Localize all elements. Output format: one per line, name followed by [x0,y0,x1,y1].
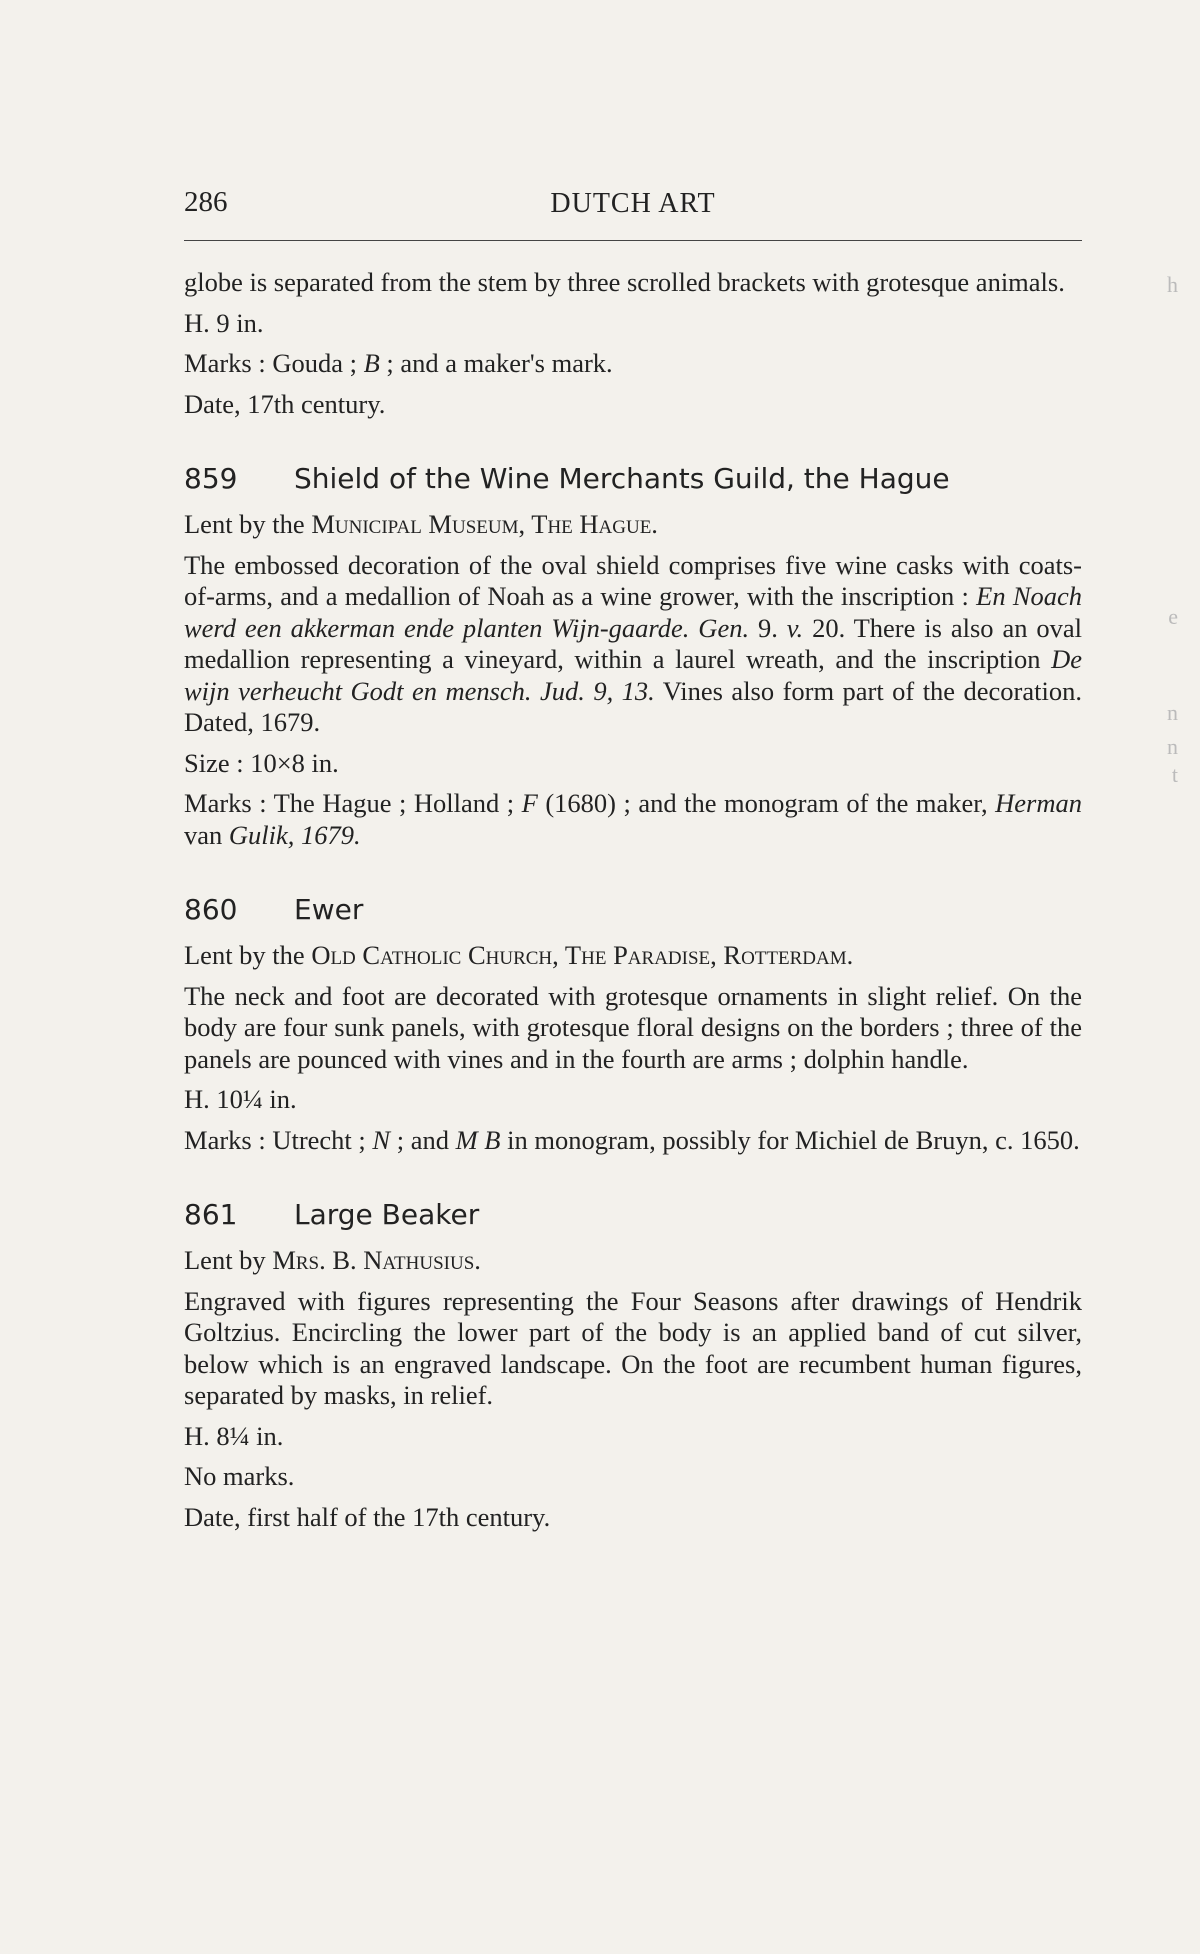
catalog-entry-859 [184,462,1082,851]
entry-size: Size : 10×8 in. [184,747,339,778]
entry-number: 861 [184,1198,238,1231]
entry-marks: Marks : Utrecht ; N ; and M B in monogram, possibly for Michiel de Bruyn, c. 1650. [184,1124,1080,1155]
entry-size: H. 8¼ in. [184,1420,284,1451]
bleed-through-letter: h [1167,272,1178,297]
entry-marks: Marks : The Hague ; Holland ; F (1680) ; and the monogram of the maker, Herman van Gulik, 1679. [184,788,1083,850]
entry-heading [184,893,1082,926]
continued-marks: Marks : Gouda ; B ; and a maker's mark. [184,348,613,378]
continued-entry [184,267,1082,420]
entry-title: Large Beaker [294,1198,480,1231]
entry-heading [184,1198,1082,1231]
continued-description: globe is separated from the stem by three scrolled brackets with grotesque animals. [184,267,1065,297]
continued-date: Date, 17th century. [184,388,386,419]
entry-marks: No marks. [184,1461,295,1491]
entry-number: 860 [184,893,238,926]
page-number: 286 [184,186,228,218]
book-page [184,180,1082,1533]
bleed-through-letter: t [1171,762,1178,787]
entry-description: The neck and foot are decorated with grotesque ornaments in slight relief. On the body are four sunk panels, with grotesque floral designs on the borders ; three of the panels are pounced with vines and in the fourth are arms ; dolphin handle. [184,980,1082,1074]
entry-heading [184,462,1082,495]
continued-size: H. 9 in. [184,307,264,338]
bleed-through-letter: n [1167,734,1178,759]
page-header [184,180,1082,240]
header-rule [184,240,1082,241]
bleed-through-letter: e [1168,604,1178,629]
entry-description: The embossed decoration of the oval shield comprises five wine casks with coats-of-arms, and a medallion of Noah as a wine grower, with the inscription : En Noach werd een akkerman ende planten Wijn-gaarde. Gen. 9. v. 20. There is also an oval medallion representing a vineyard, within a laurel wreath, and the inscription De wijn verheucht Godt en mensch. Jud. 9, 13. Vines also form part of the decoration. Dated, 1679. [184,549,1083,737]
entry-description: Engraved with figures representing the Four Seasons after drawings of Hendrik Goltzius. Encircling the lower part of the body is an applied band of cut silver, below which is an engraved landscape. On the foot are recumbent human figures, separated by masks, in relief. [184,1285,1082,1410]
catalog-entry-860 [184,893,1082,1156]
entry-lender: Lent by the Municipal Museum, The Hague. [184,509,658,539]
running-head: DUTCH ART [550,188,716,219]
catalog-entry-861 [184,1198,1082,1533]
entry-date: Date, first half of the 17th century. [184,1501,551,1532]
bleed-through-letter: n [1167,700,1178,725]
entry-title: Shield of the Wine Merchants Guild, the Hague [294,462,950,495]
entry-size: H. 10¼ in. [184,1084,297,1114]
entry-lender: Lent by Mrs. B. Nathusius. [184,1245,481,1275]
entry-title: Ewer [294,893,364,926]
entry-lender: Lent by the Old Catholic Church, The Paradise, Rotterdam. [184,940,854,970]
entry-number: 859 [184,462,238,495]
